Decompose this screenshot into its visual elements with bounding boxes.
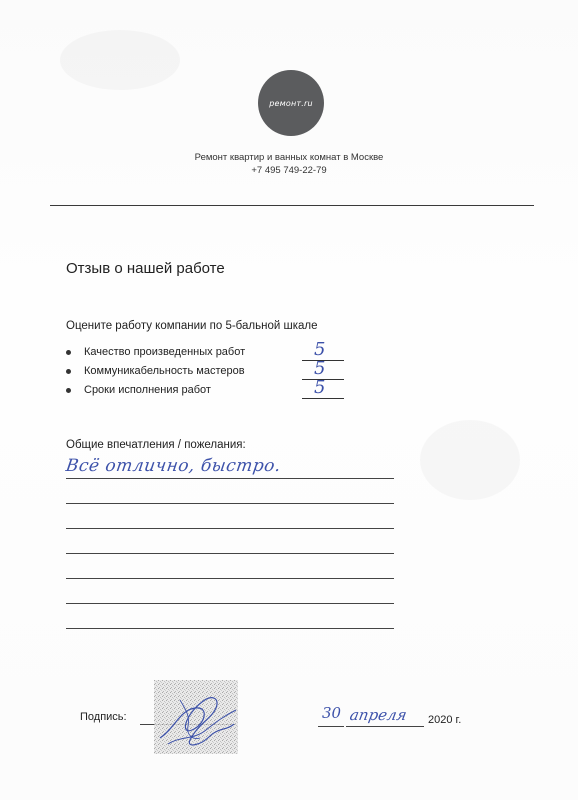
signature-mark — [150, 680, 242, 754]
criterion-communication — [66, 358, 356, 382]
comment-line — [66, 553, 394, 554]
comment-line — [66, 478, 394, 479]
comment-line — [66, 628, 394, 629]
criterion-label: Коммуникабельность мастеров — [84, 365, 245, 377]
rating-criteria-list — [66, 339, 356, 402]
comment-line — [66, 503, 394, 504]
company-logo — [258, 70, 324, 136]
criterion-label: Сроки исполнения работ — [84, 384, 211, 396]
header-divider — [50, 205, 534, 206]
date-day: 30 — [322, 704, 342, 722]
date-month-line[interactable] — [346, 726, 424, 727]
criterion-work-quality — [66, 339, 356, 363]
comment-line — [66, 528, 394, 529]
criterion-label: Качество произведенных работ — [84, 346, 246, 358]
paper-texture — [420, 420, 520, 500]
score-value: 5 — [314, 339, 326, 360]
criterion-deadlines — [66, 377, 356, 401]
signature-label: Подпись: — [80, 711, 127, 723]
score-value: 5 — [314, 377, 326, 398]
paper-texture — [60, 30, 180, 90]
bullet-icon — [66, 388, 71, 393]
date-month: апреля — [348, 706, 409, 724]
bullet-icon — [66, 369, 71, 374]
handwritten-comment: Всё отлично, быстро. — [64, 456, 283, 476]
comment-line — [66, 578, 394, 579]
score-value: 5 — [314, 358, 326, 379]
date-day-line[interactable] — [318, 726, 344, 727]
comment-line — [66, 603, 394, 604]
rating-prompt: Оцените работу компании по 5-бальной шкале — [66, 320, 318, 332]
comment-field[interactable] — [66, 478, 394, 653]
bullet-icon — [66, 350, 71, 355]
comments-label: Общие впечатления / пожелания: — [66, 439, 246, 451]
form-title: Отзыв о нашей работе — [66, 260, 225, 277]
company-phone: +7 495 749-22-79 — [251, 165, 327, 176]
date-year: 2020 г. — [428, 714, 462, 726]
score-line[interactable] — [302, 398, 344, 399]
company-description: Ремонт квартир и ванных комнат в Москве — [194, 152, 384, 163]
logo-text: ремонт.ru — [269, 98, 313, 108]
